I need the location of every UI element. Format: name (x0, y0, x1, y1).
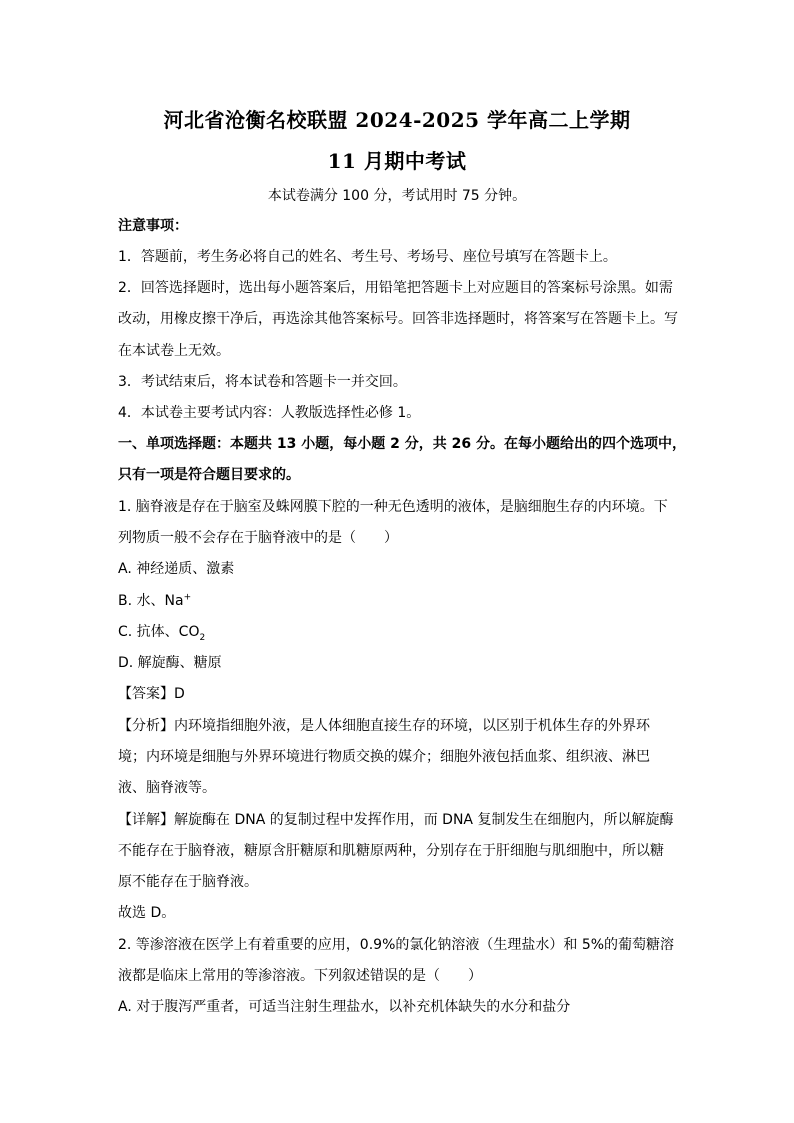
note-4: 4．本试卷主要考试内容：人教版选择性必修 1。 (118, 405, 421, 421)
note-3: 3．考试结束后，将本试卷和答题卡一并交回。 (118, 374, 407, 390)
exam-title-line1: 河北省沧衡名校联盟 2024-2025 学年高二上学期 (163, 108, 631, 132)
q1-detail-line3: 原不能存在于脑脊液。 (118, 874, 258, 890)
q1-stem-line1: 1. 脑脊液是存在于脑室及蛛网膜下腔的一种无色透明的液体，是脑细胞生存的内环境。下 (118, 499, 668, 515)
section-heading-line1: 一、单项选择题：本题共 13 小题，每小题 2 分，共 26 分。在每小题给出的四个选项中， (118, 436, 686, 452)
q1-option-c (118, 623, 205, 641)
q1-option-d: D. 解旋酶、糖原 (118, 655, 222, 671)
q1-stem-line2: 列物质一般不会存在于脑脊液中的是（ ） (118, 530, 398, 546)
q1-answer: 【答案】D (118, 686, 185, 702)
q1-detail-line2: 不能存在于脑脊液，糖原含肝糖原和肌糖原两种，分别存在于肝细胞与肌细胞中，所以糖 (118, 843, 664, 859)
exam-title-line2: 11 月期中考试 (327, 149, 467, 173)
q1-detail-line1: 【详解】解旋酶在 DNA 的复制过程中发挥作用，而 DNA 复制发生在细胞内，所以解旋酶 (118, 812, 674, 828)
q1-option-b-text: B. 水、Na (118, 593, 184, 609)
q1-analysis-line3: 液、脑脊液等。 (118, 780, 216, 796)
note-2-line1: 2．回答选择题时，选出每小题答案后，用铅笔把答题卡上对应题目的答案标号涂黑。如需 (118, 280, 673, 296)
q2-stem-line1: 2. 等渗溶液在医学上有着重要的应用，0.9%的氯化钠溶液（生理盐水）和 5%的葡萄糖溶 (118, 937, 675, 953)
q1-option-c-text: C. 抗体、CO (118, 624, 200, 640)
q1-option-b-sup: + (183, 592, 192, 603)
q1-option-b (118, 592, 191, 610)
notes-heading: 注意事项： (118, 218, 188, 234)
note-2-line3: 在本试卷上无效。 (118, 343, 230, 359)
q1-analysis-line2: 境；内环境是细胞与外界环境进行物质交换的媒介；细胞外液包括血浆、组织液、淋巴 (118, 749, 650, 765)
q2-option-a: A. 对于腹泻严重者，可适当注射生理盐水，以补充机体缺失的水分和盐分 (118, 999, 571, 1015)
section-heading-line2: 只有一项是符合题目要求的。 (118, 467, 300, 483)
q1-conclusion: 故选 D。 (118, 905, 176, 921)
q1-option-a: A. 神经递质、激素 (118, 561, 235, 577)
q2-stem-line2: 液都是临床上常用的等渗溶液。下列叙述错误的是（ ） (118, 968, 482, 984)
q1-option-c-sub: 2 (199, 632, 206, 643)
note-1: 1．答题前，考生务必将自己的姓名、考生号、考场号、座位号填写在答题卡上。 (118, 249, 617, 265)
exam-info: 本试卷满分 100 分，考试用时 75 分钟。 (267, 188, 527, 204)
q1-analysis-line1: 【分析】内环境指细胞外液，是人体细胞直接生存的环境，以区别于机体生存的外界环 (118, 718, 650, 734)
note-2-line2: 改动，用橡皮擦干净后，再选涂其他答案标号。回答非选择题时，将答案写在答题卡上。写 (118, 311, 678, 327)
